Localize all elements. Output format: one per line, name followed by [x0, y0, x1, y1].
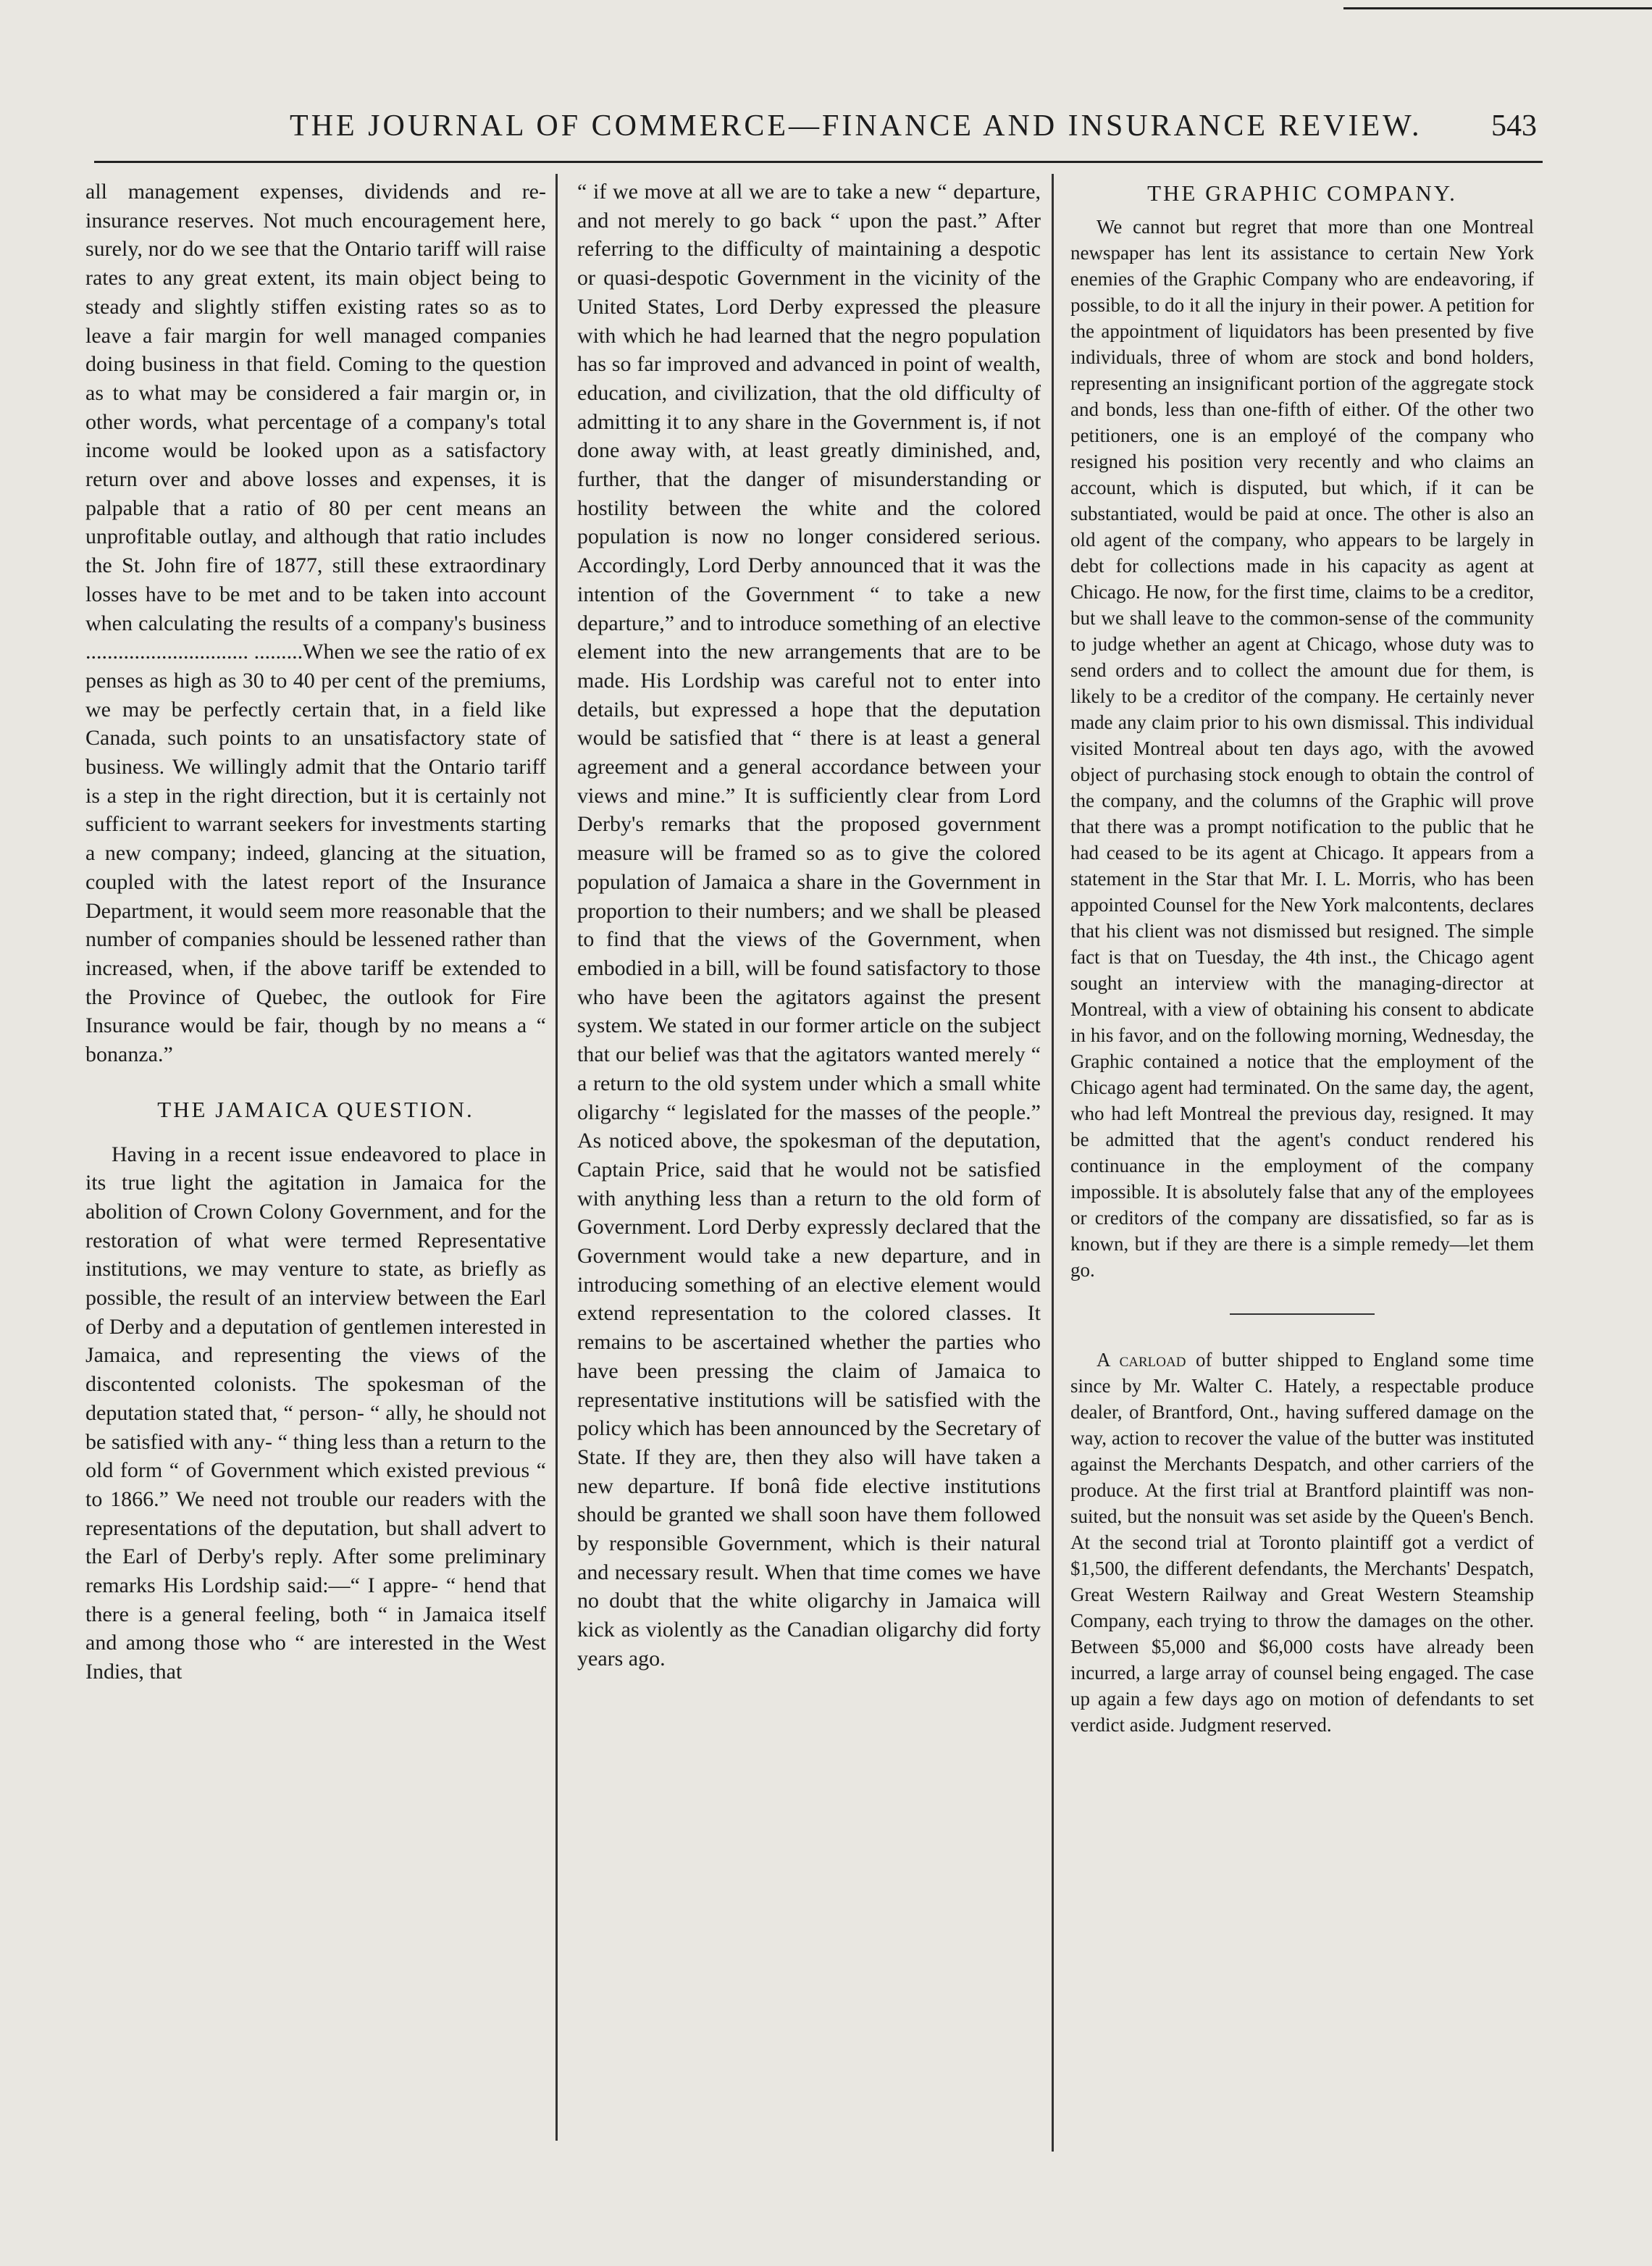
column-separator-1: [555, 174, 558, 2141]
butter-carload-article: [1070, 1347, 1534, 1738]
header-rule: [94, 161, 1543, 163]
butter-article-body: of butter shipped to England some time since by Mr. Walter C. Hately, a respectable produce dealer, of Brantford, Ont., having suffered damage on the way, action to recover the value of the butter was instituted against the Merchants Despatch, and other carriers of the produce. At the first trial at Brantford plaintiff was non-suited, but the nonsuit was set aside by the Queen's Bench. At the second trial at Toronto plaintiff got a verdict of $1,500, the different defendants, the Merchants' Despatch, Great Western Railway and Great Western Steamship Company, each trying to throw the damages on the other. Between $5,000 and $6,000 costs have already been incurred, a large array of counsel being engaged. The case up again a few days ago on motion of defendants to set verdict aside. Judgment reserved.: [1070, 1349, 1534, 1736]
column-1: [85, 177, 546, 1686]
article-divider: [1230, 1313, 1375, 1315]
graphic-company-article: We cannot but regret that more than one Montreal newspaper has lent its assistance to certain New York enemies of the Graphic Company who are endeavoring, if possible, to do it all the injury in their power. A petition for the appointment of liquidators has been presented by five individuals, three of whom are stock and bond holders, representing an insignificant portion of the aggregate stock and bonds, less than one-fifth of either. Of the other two petitioners, one is an employé of the company who resigned his position very recently and who claims an account, which is disputed, but which, if it can be substantiated, would be paid at once. The other is also an old agent of the company, who appears to be largely in debt for collections made in his capacity as agent at Chicago. He now, for the first time, claims to be a creditor, but we shall leave to the common-sense of the community to judge whether an agent at Chicago, whose duty was to send orders and to collect the amount due for them, is likely to be a creditor of the company. He certainly never made any claim prior to his own dismissal. This individual visited Montreal about ten days ago, with the avowed object of purchasing stock enough to obtain the control of the company, and the columns of the Graphic will prove that there was a prompt notification to the public that he had ceased to be its agent at Chicago. It appears from a statement in the Star that Mr. I. L. Morris, who has been appointed Counsel for the New York malcontents, declares that his client was not dismissed but resigned. The simple fact is that on Tuesday, the 4th inst., the Chicago agent sought an interview with the managing-director at Montreal, with a view of obtaining his consent to abdicate in his favor, and on the following morning, Wednesday, the Graphic contained a notice that the employment of the Chicago agent had terminated. On the same day, the agent, who had left Montreal the previous day, resigned. It may be admitted that the agent's conduct rendered his continuance in the employment of the company impossible. It is absolutely false that any of the employees or creditors of the company are dissatisfied, so far as is known, but if they are there is a simple remedy—let them go.: [1070, 216, 1534, 1281]
page-number: 543: [1491, 109, 1537, 143]
column-separator-2: [1052, 174, 1054, 2152]
journal-title: THE JOURNAL OF COMMERCE—FINANCE AND INSURANCE REVIEW.: [290, 109, 1422, 143]
jamaica-article-start: Having in a recent issue endeavored to place in its true light the agitation in Jamaica for the abolition of Crown Colony Government, and for the restoration of what were termed Representative institutions, we may venture to state, as briefly as possible, the result of an interview between the Earl of Derby and a deputation of gentlemen interested in Jamaica, and representing the views of the discontented colonists. The spokesman of the deputation stated that, “ person- “ ally, he should not be satisfied with any- “ thing less than a return to the old form “ of Government which existed previous “ to 1866.” We need not trouble our readers with the representations of the deputation, but shall advert to the Earl of Derby's reply. After some preliminary remarks His Lordship said:—“ I appre- “ hend that there is a general feeling, both “ in Jamaica itself and among those who “ are interested in the West Indies, that: [85, 1142, 546, 1684]
column-3: [1070, 177, 1534, 1738]
jamaica-heading: THE JAMAICA QUESTION.: [157, 1096, 474, 1122]
page-header: [87, 109, 1535, 152]
top-corner-rule: [1343, 7, 1652, 9]
tariff-article-continuation: all management expenses, dividends and re-insurance reserves. Not much encouragement here, surely, nor do we see that the Ontario tariff will raise rates to any great extent, its main object being to steady and slightly stiffen existing rates so as to leave a fair margin for well managed companies doing business in that field. Coming to the question as to what may be considered a fair margin or, in other words, what percentage of a company's total income would be looked upon as a satisfactory return over and above losses and expenses, it is palpable that a ratio of 80 per cent means an unprofitable outlay, and although that ratio includes the St. John fire of 1877, still these extraordinary losses have to be met and to be taken into account when calculating the results of a company's business .............................. .........When we see the ratio of ex penses as high as 30 to 40 per cent of the premiums, we may be perfectly certain that, in a field like Canada, such points to an unsatisfactory state of business. We willingly admit that the Ontario tariff is a step in the right direction, but it is certainly not sufficient to warrant seekers for investments starting a new company; indeed, glancing at the situation, coupled with the latest report of the Insurance Department, it would seem more reasonable that the number of companies should be lessened rather than increased, when, if the above tariff be extended to the Province of Quebec, the outlook for Fire Insurance would be fair, though by no means a “ bonanza.”: [85, 180, 546, 1067]
graphic-company-heading: THE GRAPHIC COMPANY.: [1147, 180, 1457, 206]
column-2: [577, 177, 1041, 1673]
jamaica-article-continuation: “ if we move at all we are to take a new “ departure, and not merely to go back “ upon the past.” After referring to the difficulty of maintaining a despotic or quasi-despotic Government in the vicinity of the United States, Lord Derby expressed the pleasure with which he had learned that the negro population has so far improved and advanced in point of wealth, education, and civilization, that the old difficulty of admitting it to any share in the Government is, if not done away with, at least greatly diminished, and, further, that the danger of misunderstanding or hostility between the white and the colored population is now no longer considered serious. Accordingly, Lord Derby announced that it was the intention of the Government “ to take a new departure,” and to introduce something of an elective element into the new arrangements that are to be made. His Lordship was careful not to enter into details, but expressed a hope that the deputation would be satisfied that “ there is at least a general agreement and a general accordance between your views and mine.” It is sufficiently clear from Lord Derby's remarks that the proposed government measure will be framed so as to give the colored population of Jamaica a share in the Government in proportion to their numbers; and we shall be pleased to find that the views of the Government, when embodied in a bill, will be found satisfactory to those who have been the agitators against the present system. We stated in our former article on the subject that our belief was that the agitators wanted merely “ a return to the old system under which a small white oligarchy “ legislated for the masses of the people.” As noticed above, the spokesman of the deputation, Captain Price, said that he would not be satisfied with anything less than a return to the old form of Government. Lord Derby expressly declared that the Government would take a new departure, and in introducing something of an elective element would extend representation to the colored classes. It remains to be ascertained whether the parties who have been pressing the claim of Jamaica to representative institutions will be satisfied with the policy which has been announced by the Secretary of State. If they are, then they also will have taken a new departure. If bonâ fide elective institutions should be granted we shall soon have them followed by responsible Government, which is their natural and necessary result. When that time comes we have no doubt that the white oligarchy in Jamaica will kick as violently as the Canadian oligarchy did forty years ago.: [577, 180, 1041, 1671]
butter-article-lead: A carload: [1097, 1349, 1186, 1371]
